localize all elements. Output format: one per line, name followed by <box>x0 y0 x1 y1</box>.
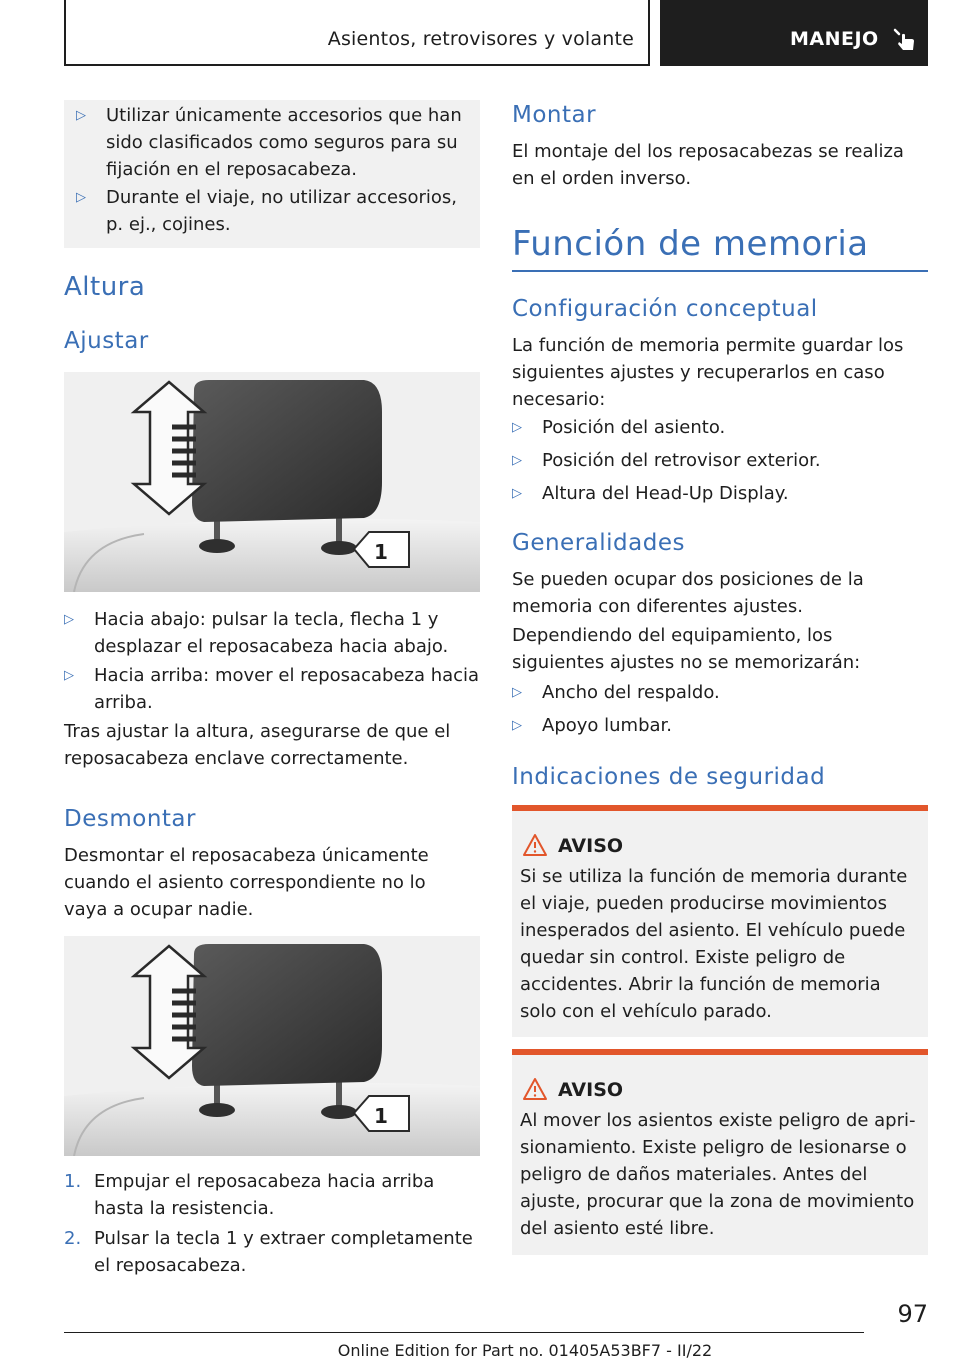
chapter-tab-label: MANEJO <box>790 28 879 50</box>
triangle-bullet-icon: ▷ <box>512 718 522 733</box>
edition-text: Online Edition for Part no. 01405A53BF7 - II/22 <box>337 1341 713 1360</box>
headrest-figure-remove <box>64 936 480 1156</box>
step-number: 2. <box>64 1228 82 1249</box>
hand-pointer-icon <box>892 27 918 53</box>
triangle-bullet-icon: ▷ <box>64 612 74 627</box>
heading-montar: Montar <box>512 102 597 128</box>
warning-bar <box>512 1049 928 1055</box>
step-number: 1. <box>64 1171 82 1192</box>
warning-triangle-icon <box>522 1077 548 1101</box>
triangle-bullet-icon: ▷ <box>512 685 522 700</box>
heading-config: Configuración conceptual <box>512 296 818 322</box>
page-number: 97 <box>897 1300 928 1328</box>
warning-box <box>512 805 928 1037</box>
heading-underline <box>512 270 928 272</box>
triangle-bullet-icon: ▷ <box>512 453 522 468</box>
chapter-tab <box>660 0 928 66</box>
headrest-figure-adjust <box>64 372 480 592</box>
warning-label: AVISO <box>558 835 624 857</box>
heading-generalidades: Generalidades <box>512 530 685 556</box>
config-paragraph: La función de memoria permite guardar los siguientes ajustes y recuperarlos en caso necesario: <box>512 335 904 410</box>
footer-divider <box>64 1332 864 1333</box>
headrest-illustration <box>64 372 480 592</box>
triangle-bullet-icon: ▷ <box>64 668 74 683</box>
warning-text: Al mover los asientos existe peligro de aprisionamiento. Existe peligro de lesionarse o peligro de daños materiales. Antes del ajuste, procurar que la zona de movimiento del asiento esté libre. <box>520 1110 916 1239</box>
general-paragraph-2: Dependiendo del equipamiento, los siguientes ajustes no se memorizarán: <box>512 625 861 673</box>
triangle-bullet-icon: ▷ <box>512 486 522 501</box>
warning-bar <box>512 805 928 811</box>
triangle-bullet-icon: ▷ <box>76 108 86 123</box>
warning-triangle-icon <box>522 833 548 857</box>
warning-box <box>512 1049 928 1255</box>
heading-altura: Altura <box>64 272 146 302</box>
headrest-illustration <box>64 936 480 1156</box>
general-paragraph-1: Se pueden ocupar dos posiciones de la memoria con diferentes ajustes. <box>512 569 864 617</box>
adjust-paragraph: Tras ajustar la altura, asegurarse de que el reposacabeza enclave correctamente. <box>64 721 451 769</box>
triangle-bullet-icon: ▷ <box>76 190 86 205</box>
heading-desmontar: Desmontar <box>64 806 196 832</box>
triangle-bullet-icon: ▷ <box>512 420 522 435</box>
section-title: Asientos, retrovisores y volante <box>327 28 634 50</box>
figure-callout-label: 1 <box>374 1104 388 1128</box>
heading-seguridad: Indicaciones de seguridad <box>512 764 826 790</box>
header-section-box <box>64 0 650 66</box>
warning-label: AVISO <box>558 1079 624 1101</box>
montar-paragraph: El montaje del los reposacabezas se realiza en el orden inverso. <box>512 141 904 189</box>
note-box: ▷ Utilizar únicamente accesorios que han sido clasificados como seguros para su fijación en el reposacabeza. ▷ Durante el viaje, no utilizar accesorios, p. ej., cojines. <box>64 100 480 248</box>
desmontar-paragraph: Desmontar el reposacabeza únicamente cuando el asiento correspondiente no lo vaya a ocupar nadie. <box>64 845 429 920</box>
heading-ajustar: Ajustar <box>64 328 149 354</box>
warning-text: Si se utiliza la función de memoria durante el viaje, pueden producirse movimientos inesperados del asiento. El vehículo puede quedar sin control. Existe peligro de accidentes. Abrir la función de memoria solo con el vehículo parado. <box>520 866 908 1022</box>
figure-callout-label: 1 <box>374 540 388 564</box>
heading-memoria: Función de memoria <box>512 224 869 264</box>
